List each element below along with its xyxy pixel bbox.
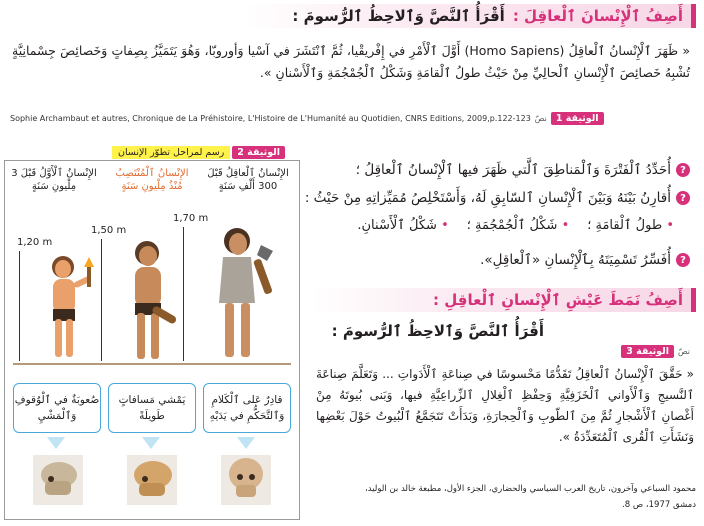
section2-title: أَصِفُ نَمَطَ عَيْشِ ٱلْإِنْسانِ ٱلْعاقِلِ :	[433, 291, 683, 309]
skull-early-icon	[33, 455, 83, 505]
doc3-text: « حَقَّقَ ٱلْإِنْسانُ ٱلْعاقِلُ تَقَدُّمًا مَحْسوسًا في صِناعَةِ ٱلْأَدَواتِ ... وَتَعَلَّمَ صِناعَةَ ٱلنَّسيجِ وَٱلْأَواني ٱلْخَزَفِيَّةِ وَحِفْظِ ٱلْغِلالِ ٱلزِّراعِيَّةِ فيها، وَبَنى بُيوتَهُ مِنْ أَغْصانِ ٱلْأَشْجارِ ثُمَّ مِنَ ٱلطّوبِ وَٱلْحِجارَةِ، وَبَدَأَتْ تَتَجَمَّعُ ٱلْبُيوتُ حَوْلَ بَعْضِها وَنَشَأَتِ ٱلْقُرى ٱلْمُتَعَدِّدَةُ ».	[316, 367, 694, 444]
doc3-tag: نصّ	[677, 347, 690, 356]
height-line-early	[19, 251, 20, 361]
criterion-teeth: • شَكْلُ ٱلْأَسْنانِ.	[357, 218, 449, 233]
section1-header	[243, 4, 696, 28]
doc1-source: Sophie Archambaut et autres, Chronique de La Préhistoire, L'Histoire de L'Humanité au Quotidien, CNRS Editions, 2009,p.122-123	[10, 113, 531, 123]
question-2-text: أُقارِنُ بَيْنَهُ وَبَيْنَ ٱلْإِنْسانِ ٱلسّابِقِ لَهُ، وَأَسْتَخْلِصُ مُمَيِّزاتِهِ مِنْ حَيْثُ :	[304, 190, 671, 206]
arrow-erectus	[142, 437, 160, 449]
doc2-caption: رسم لمراحل تطوّر الإنسان	[112, 146, 230, 159]
question-3	[480, 252, 690, 268]
doc2-caption-bar	[112, 146, 285, 159]
question-1	[356, 162, 690, 178]
doc2-evolution-panel	[4, 160, 300, 520]
question-icon: ?	[676, 191, 690, 205]
question-icon: ?	[676, 163, 690, 177]
question-2	[305, 190, 690, 206]
question-3-text: أُفَسِّرُ تَسْمِيَتَهُ بِٱلْإِنْسانِ «ٱلْعاقِلِ».	[480, 252, 671, 268]
height-label-erectus: 1,50 m	[91, 225, 127, 236]
column-label-sapiens: الإِنْسانُ ٱلْعاقِلُ قَبْلَ 300 أَلْفِ سَنَةٍ	[207, 168, 289, 192]
trait-box-erectus: يَمْشي مَسافاتٍ طَويلَةً	[108, 383, 196, 433]
section1-subtitle: أَقْرَأُ ٱلنَّصَّ وَٱلاحِظُ ٱلرُّسومَ :	[292, 7, 505, 25]
section2-subtitle: أَقْرَأُ ٱلنَّصَّ وَٱلاحِظُ ٱلرُّسومَ :	[331, 322, 544, 340]
column-label-early: الإِنْسانُ ٱلْأَوَّلُ قَبْلَ 3 مِلْيونِ سَنَةٍ	[11, 168, 97, 192]
doc1-text: « ظَهَرَ ٱلْإِنْسانُ ٱلْعاقِلُ (Homo Sapiens) أَوَّلَ ٱلْأَمْرِ في إِفْريقْيا، ثُمَّ ٱنْتَشَرَ في آسْيا وَأوروبّا، وَهُوَ يَتَمَيَّزُ بِصِفاتٍ وَخَصائِصَ جِسْمانِيَّةٍ تُشْبِهُ خَصائِصَ ٱلْإِنْسانِ ٱلْحالِيِّ مِنْ حَيْثُ طولُ ٱلْقامَةِ وَشَكْلُ ٱلْجُمْجُمَةِ وَٱلْأَسْنانِ ».	[12, 43, 690, 80]
column-label-erectus: الإِنْسانُ ٱلْمُنْتَصِبُ مُنْذُ مِلْيونِ سَنَةٍ	[115, 168, 189, 192]
height-label-early: 1,20 m	[17, 237, 53, 248]
height-label-sapiens: 1,70 m	[173, 213, 209, 224]
question-1-text: أُحَدِّدُ ٱلْفَتْرَةَ وَٱلْمَناطِقَ ٱلَّتي ظَهَرَ فيها ٱلْإِنْسانُ ٱلْعاقِلُ ؛	[355, 162, 671, 178]
skull-erectus-icon	[127, 455, 177, 505]
trait-box-early: صُعوبَةٌ في ٱلْوُقوفِ وَٱلْمَشْيِ	[13, 383, 101, 433]
section1-title: أَصِفُ ٱلْإِنْسانَ ٱلْعاقِلَ :	[512, 7, 683, 25]
trait-box-sapiens: قادِرٌ عَلى ٱلْكَلامِ وَٱلتَّحَكُّمِ في يَدَيْهِ	[203, 383, 291, 433]
arrow-sapiens	[237, 437, 255, 449]
ground-line	[13, 363, 291, 365]
section2-header	[313, 288, 696, 312]
doc3-badge-row	[621, 345, 690, 358]
doc1-badge: الوثيقة 1	[551, 112, 604, 125]
skull-sapiens-icon	[221, 455, 271, 505]
doc2-badge: الوثيقة 2	[232, 146, 285, 159]
arrow-early	[47, 437, 65, 449]
doc3-source-1: محمود السباعي وآخرون، تاريخ العرب السياسي والحضاري، الجزء الأول، مطبعة خالد بن الوليد،	[365, 484, 696, 494]
erectus-figure	[115, 239, 185, 365]
sapiens-figure	[201, 225, 281, 365]
criterion-height: • طولُ ٱلْقامَةِ ؛	[587, 218, 674, 233]
early-human-figure	[33, 253, 103, 365]
doc3-badge: الوثيقة 3	[621, 345, 674, 358]
doc3-source-2: دمشق 1977، ص 8.	[622, 500, 696, 510]
criterion-skull: • شَكْلُ ٱلْجُمْجُمَةِ ؛	[466, 218, 570, 233]
doc1-tag: نصّ	[534, 113, 547, 123]
doc1-source-row	[10, 110, 700, 126]
criteria-list	[357, 218, 674, 233]
question-icon: ?	[676, 253, 690, 267]
